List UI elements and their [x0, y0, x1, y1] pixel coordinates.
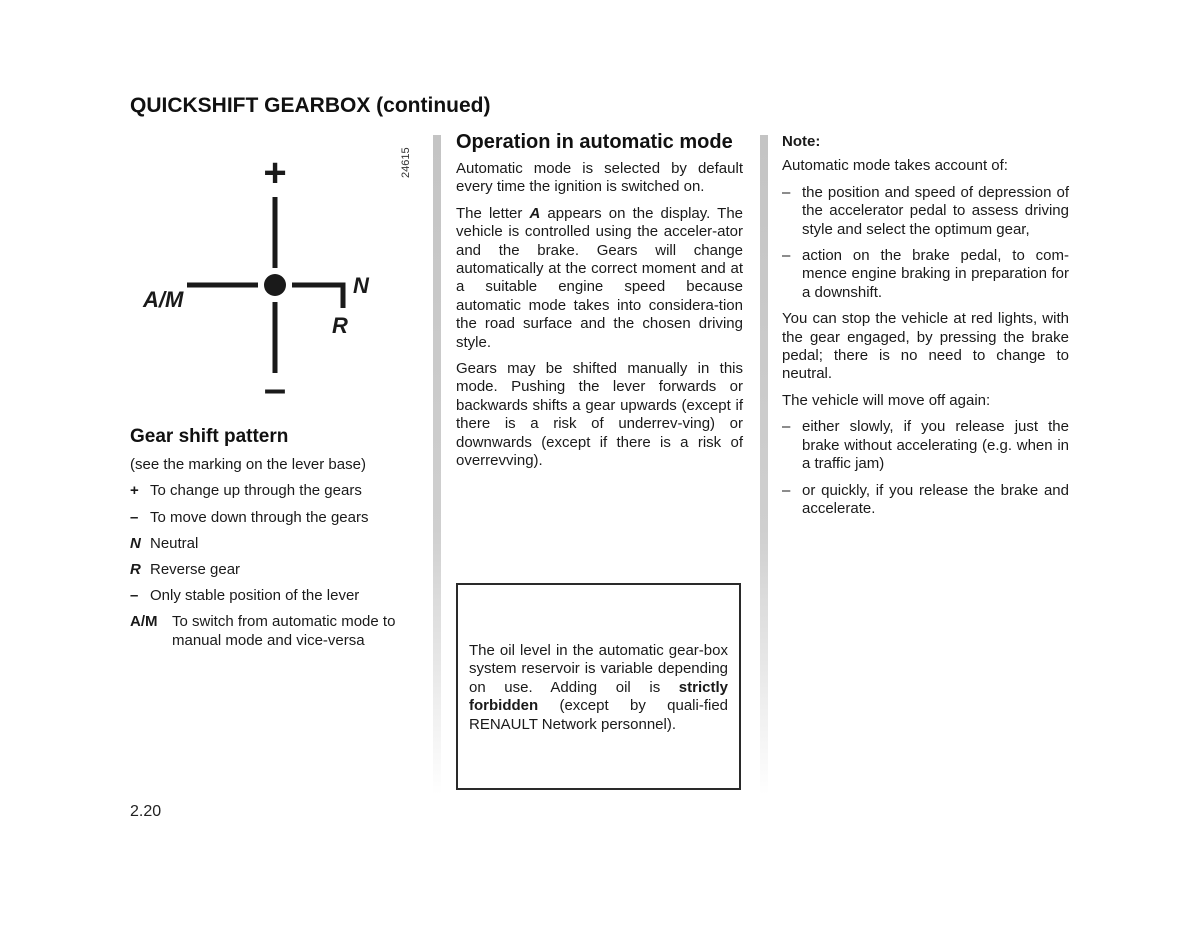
page-title: QUICKSHIFT GEARBOX (continued)	[130, 94, 491, 117]
legend-item	[130, 587, 422, 605]
legend-item	[130, 561, 422, 579]
automatic-mode-paragraph-2	[456, 205, 743, 352]
automatic-mode-heading: Operation in automatic mode	[456, 131, 733, 153]
paragraph-text: The letter	[456, 204, 530, 222]
list-item-text: or quickly, if you release the brake and accelerate.	[802, 481, 1069, 517]
warning-text-bold: strictly forbidden	[469, 678, 728, 715]
automatic-mode-paragraph-3: Gears may be shifted manually in this mode. Pushing the lever forwards or backwards shifts a gear upwards (except if there is a risk of underrev-ving) or downwards (except if there is a risk of overrevving).	[456, 360, 743, 470]
list-item	[782, 247, 1069, 302]
figure-reference-number: 24615	[400, 147, 412, 178]
list-item-text: either slowly, if you release just the brake without accelerating (e.g. when in a traffic jam)	[802, 418, 1069, 473]
r-label: R	[332, 313, 348, 338]
legend-symbol: A/M	[130, 613, 158, 631]
automatic-mode-paragraph-1: Automatic mode is selected by default every time the ignition is switched on.	[456, 160, 743, 196]
paragraph-text: appears on the display. The vehicle is controlled using the acceler-ator and the brake. Gears will change automatically at the correct moment and at a suitable engine speed because automatic mode takes into considera-tion the road surface and the chosen driving style.	[456, 204, 743, 351]
am-label: A/M	[143, 287, 184, 312]
legend-text: To change up through the gears	[150, 482, 362, 500]
column-divider-left	[433, 135, 441, 795]
note-heading: Note:	[782, 133, 821, 150]
legend-symbol: N	[130, 534, 141, 552]
list-item	[782, 184, 1069, 239]
list-item-text: action on the brake pedal, to com-mence engine braking in preparation for a downshift.	[802, 247, 1069, 301]
legend-text: To switch from automatic mode to manual mode and vice-versa	[172, 613, 396, 649]
legend-item	[130, 509, 422, 527]
legend-text: Neutral	[150, 534, 199, 552]
warning-text-post: (except by quali-fied RENAULT Network personnel).	[469, 697, 728, 733]
legend-symbol: –	[130, 508, 139, 526]
lever-center-dot	[264, 274, 286, 296]
gear-shift-subtitle: (see the marking on the lever base)	[130, 456, 366, 473]
shift-line-n-r	[292, 285, 343, 308]
gear-shift-heading: Gear shift pattern	[130, 426, 289, 447]
legend-item	[130, 482, 422, 500]
column-divider-right	[760, 135, 768, 795]
list-item	[782, 482, 1069, 519]
automatic-mode-section	[456, 131, 743, 479]
note-intro: Automatic mode takes account of:	[782, 157, 1008, 175]
legend-symbol: R	[130, 561, 141, 579]
minus-symbol: –	[263, 367, 287, 405]
oil-warning-text	[469, 642, 728, 734]
dash-bullet: –	[782, 418, 791, 436]
display-letter: A	[529, 204, 541, 222]
legend-text: To move down through the gears	[150, 508, 369, 526]
legend-symbol: +	[130, 482, 139, 500]
legend-text: Only stable position of the lever	[150, 587, 360, 605]
list-item-text: the position and speed of depression of the accelerator pedal to assess driving style and select the optimum gear,	[802, 183, 1069, 238]
dash-bullet: –	[782, 247, 791, 265]
dash-bullet: –	[782, 183, 791, 201]
plus-symbol: +	[263, 155, 287, 195]
note-paragraph-stop: You can stop the vehicle at red lights, with the gear engaged, by pressing the brake pedal; there is no need to change to neutral.	[782, 310, 1069, 383]
note-section	[782, 133, 1069, 526]
page-number: 2.20	[130, 803, 162, 820]
legend-item	[130, 613, 422, 650]
dash-bullet: –	[782, 481, 791, 499]
warning-text-pre: The oil level in the automatic gear-box system reservoir is variable depending on use. Adding oil is	[469, 642, 728, 696]
legend-item	[130, 535, 422, 553]
oil-warning-box	[456, 583, 741, 790]
legend-symbol: –	[130, 587, 139, 605]
n-label: N	[353, 273, 369, 298]
legend-text: Reverse gear	[150, 561, 241, 579]
list-item	[782, 418, 1069, 473]
gear-shift-diagram	[130, 155, 400, 405]
note-paragraph-move: The vehicle will move off again:	[782, 391, 991, 409]
gear-shift-pattern-section	[130, 426, 422, 658]
